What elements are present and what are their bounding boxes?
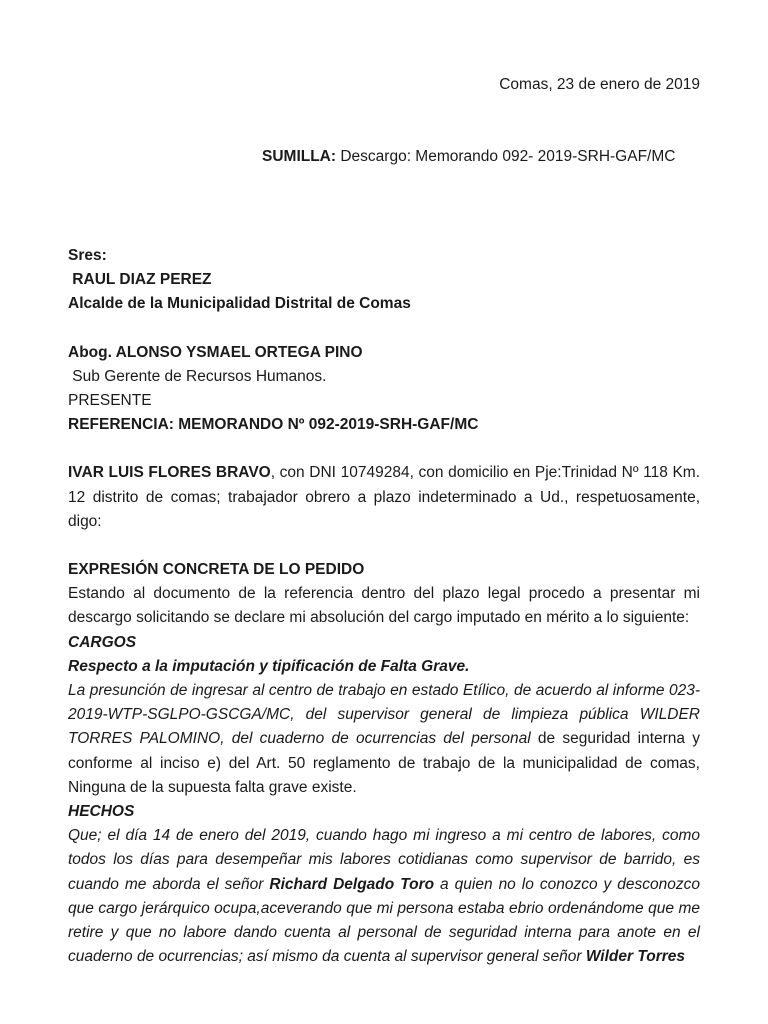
intro-name: IVAR LUIS FLORES BRAVO: [68, 464, 271, 482]
sumilla-label: SUMILLA:: [262, 148, 337, 165]
hechos-text-2: a quien no lo conozco y desconozco que cargo jerárquico ocupa,aceverando que mi persona estaba ebrio ordenándome que me retire y que no labore dando cuenta al personal de seguridad interna para anote en el cuaderno de ocurrencias; así mismo da cuenta al supervisor general señor: [68, 875, 700, 966]
pedido-paragraph: Estando al documento de la referencia dentro del plazo legal procedo a presentar mi descargo solicitando se declare mi absolución del cargo imputado en mérito a lo siguiente:: [68, 585, 700, 627]
hechos-paragraph: [68, 824, 700, 969]
letter-date: Comas, 23 de enero de 2019: [499, 76, 700, 93]
pedido-heading: EXPRESIÓN CONCRETA DE LO PEDIDO: [68, 561, 365, 579]
addressee-role-2: Sub Gerente de Recursos Humanos.: [68, 367, 327, 385]
intro-text: , con DNI 10749284, con domicilio en Pje:Trinidad Nº 118 Km. 12 distrito de comas; trabajador obrero a plazo indeterminado a Ud., respetuosamente, digo:: [68, 464, 701, 530]
addressee-name-1: RAUL DIAZ PEREZ: [68, 271, 212, 289]
hechos-name-2: Wilder Torres: [585, 948, 686, 966]
sumilla-text: Descargo: Memorando 092- 2019-SRH-GAF/MC: [340, 148, 676, 165]
sres-label: Sres:: [68, 247, 107, 264]
hechos-text-1: Que; el día 14 de enero del 2019, cuando hago mi ingreso a mi centro de labores, como todos los días para desempeñar mis labores cotidianas como supervisor de barrido, es cuando me aborda el señor: [68, 827, 700, 893]
cargos-text-normal: de seguridad interna y conforme al inciso e) del Art. 50 reglamento de trabajo de la municipalidad de comas, Ninguna de la supuesta falta grave existe.: [68, 730, 701, 796]
referencia-line: REFERENCIA: MEMORANDO Nº 092-2019-SRH-GAF/MC: [68, 416, 479, 434]
addressee-role-1: Alcalde de la Municipalidad Distrital de Comas: [68, 295, 411, 313]
letter-body: [68, 244, 700, 969]
cargos-paragraph: [68, 679, 700, 800]
sumilla-line: [262, 148, 675, 166]
cargos-heading: CARGOS: [68, 633, 137, 651]
intro-paragraph: [68, 461, 700, 534]
hechos-name-1: Richard Delgado Toro: [269, 875, 435, 893]
cargos-subheading: Respecto a la imputación y tipificación de Falta Grave.: [68, 657, 470, 675]
cargos-text-italic: La presunción de ingresar al centro de trabajo en estado Etílico, de acuerdo al informe 023-2019-WTP-SGLPO-GSCGA/MC, del supervisor general de limpieza pública WILDER TORRES PALOMINO, del cuaderno de ocurrencias del personal: [68, 682, 700, 748]
hechos-heading: HECHOS: [68, 803, 135, 821]
addressee-name-2: Abog. ALONSO YSMAEL ORTEGA PINO: [68, 343, 363, 361]
presente-label: PRESENTE: [68, 392, 152, 410]
